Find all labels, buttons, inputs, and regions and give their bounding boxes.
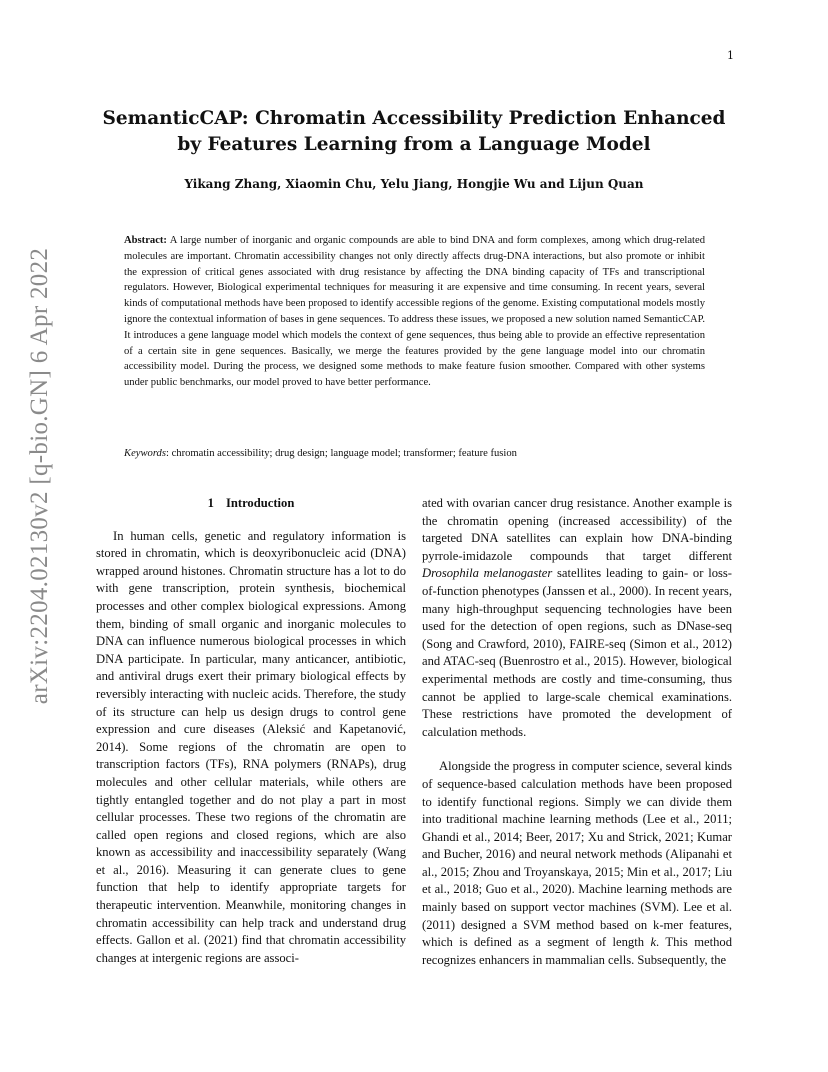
paragraph-text: Alongside the progress in computer science, several kinds of sequence-based calculation methods have been proposed to identify functional regions. Simply we can divide them into traditional machine learning methods (Lee et al., 2011; Ghandi et al., 2014; Beer, 2017; Xu and Strick, 2021; Kumar and Bucher, 2016) and neural network methods (Alipanahi et al., 2015; Zhou and Troyanskaya, 2015; Min et al., 2017; Liu et al., 2018; Guo et al., 2020). Machine learning methods are mainly based on support vector machines (SVM). Lee et al. (2011) designed a SVM method based on k-mer features, which is defined as a segment of length (422, 759, 732, 950)
species-name: Drosophila melanogaster (422, 566, 553, 581)
intro-paragraph-2 (422, 758, 732, 969)
section-title: Introduction (225, 496, 295, 510)
author-list: Yikang Zhang, Xiaomin Chu, Yelu Jiang, Hongjie Wu and Lijun Quan (184, 177, 644, 191)
arxiv-identifier-text: arXiv:2204.02130v2 [q-bio.GN] 6 Apr 2022 (26, 247, 53, 705)
abstract (124, 233, 705, 391)
section-number: 1 (207, 496, 214, 510)
left-column (96, 495, 406, 967)
keywords (124, 446, 705, 462)
right-column (422, 495, 732, 969)
paper-title: SemanticCAP: Chromatin Accessibility Prediction Enhanced by Features Learning from a Language Model (102, 108, 726, 155)
keywords-text: : chromatin accessibility; drug design; language model; transformer; feature fusion (165, 448, 517, 459)
paragraph-text: satellites leading to gain- or loss-of-function phenotypes (Janssen et al., 2000). In recent years, many high-throughput sequencing technologies have been used for the detection of open regions, such as DNase-seq (Song and Crawford, 2010), FAIRE-seq (Simon et al., 2012) and ATAC-seq (Buenrostro et al., 2015). However, biological experimental methods are costly and time-consuming, thus cannot be applied to large-scale chemical examinations. These restrictions have promoted the development of calculation methods. (422, 566, 732, 739)
abstract-text: A large number of inorganic and organic compounds are able to bind DNA and form complexes, among which drug-related molecules are important. Chromatin accessibility changes not only directly affects drug-DNA interactions, but also promote or inhibit the expression of critical genes associated with drug resistance by affecting the DNA binding capacity of TFs and transcriptional regulators. However, Biological experimental techniques for measuring it are expensive and time consuming. In recent years, several kinds of computational methods have been proposed to identify accessible regions of the genome. Existing computational models mostly ignore the contextual information of bases in gene sequences. To address these issues, we proposed a new solution named SemanticCAP. It introduces a gene language model which models the context of gene sequences, thus being able to provide an effective representation of a certain site in gene sequences. Basically, we merge the features provided by the gene language model into our chromatin accessibility model. During the process, we designed some methods to make feature fusion smoother. Compared with other systems under public benchmarks, our model proved to have better performance. (124, 235, 705, 389)
page-number: 1 (727, 49, 734, 62)
abstract-label: Abstract: (124, 235, 167, 246)
keywords-label: Keywords (124, 448, 166, 459)
section-heading (96, 495, 406, 513)
paragraph-text: . This method recognizes enhancers in mammalian cells. Subsequently, the (422, 935, 732, 967)
intro-paragraph-1: In human cells, genetic and regulatory information is stored in chromatin, which is deoxyribonucleic acid (DNA) wrapped around histones. Chromatin structure has a lot to do with gene transcription, protein synthesis, biochemical processes and other complex biological expressions. Among them, binding of small organic and inorganic molecules to DNA can influence numerous biological processes in which DNA participate. In particular, many anticancer, antibiotic, and antiviral drugs exert their primary biological effects by reversibly interacting with nucleic acids. Therefore, the study of its structure can help us design drugs to control gene expression and cure diseases (Aleksić and Kapetanović, 2014). Some regions of the chromatin are open to transcription factors (TFs), RNA polymers (RNAPs), drug molecules and other cellular materials, while others are tightly entangled together and do not play a part in most cellular processes. These two regions of the chromatin are called open regions and closed regions, which are also known as accessibility and inaccessibility separately (Wang et al., 2016). Measuring it can generate clues to gene function that help to identify appropriate targets for therapeutic intervention. Meanwhile, monitoring changes in chromatin accessibility can help track and understand drug effects. Gallon et al. (2021) find that chromatin accessibility changes at intergenic regions are associ- (96, 528, 406, 965)
paragraph-text: ated with ovarian cancer drug resistance. Another example is the chromatin opening (increased accessibility) of the targeted DNA satellites can explain how DNA-binding pyrrole-imidazole compounds that target different (422, 496, 732, 563)
intro-paragraph-1-continued (422, 495, 732, 741)
math-variable-k: k (650, 935, 657, 950)
